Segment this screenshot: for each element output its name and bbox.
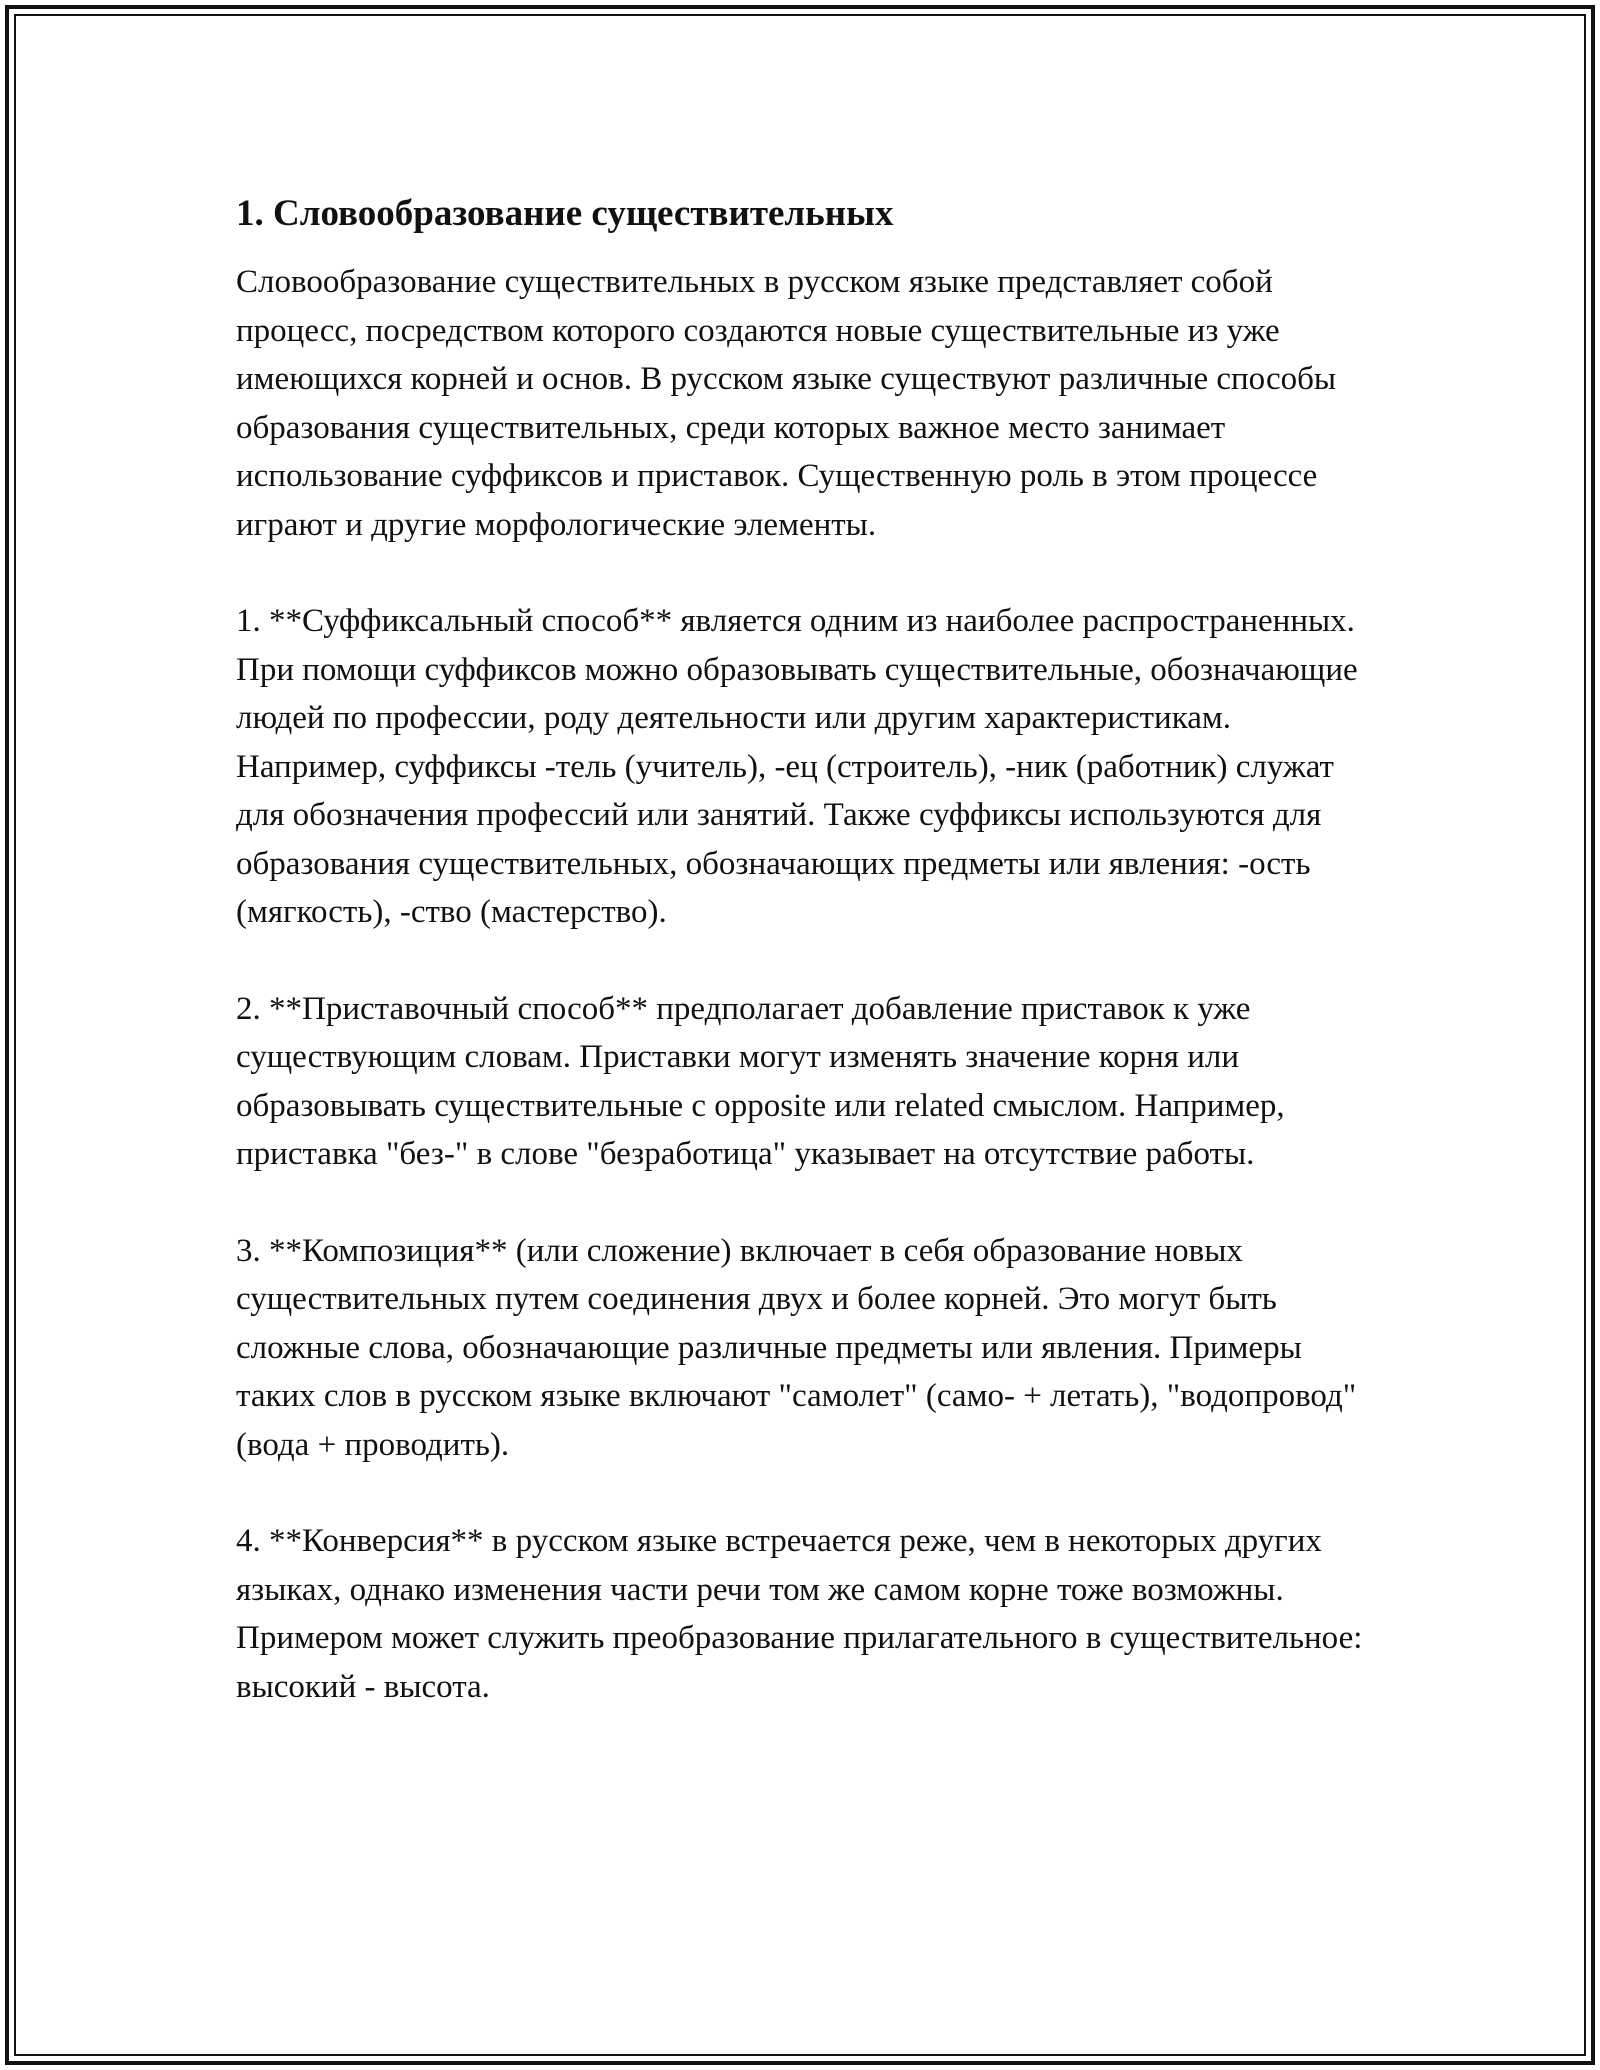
conversion-paragraph: 4. **Конверсия** в русском языке встречается реже, чем в некоторых других языках, однако изменения части речи том же самом корне тоже возможны. Примером может служить преобразование прилагательного в существительное: высокий - высота. [236,1523,1363,1705]
suffix-method-paragraph: 1. **Суффиксальный способ** является одним из наиболее распространенных. При помощи суффиксов можно образовывать существительные, обозначающие людей по профессии, роду деятельности или другим характеристикам. Например, суффиксы -тель (учитель), -ец (строитель), -ник (работник) служат для обозначения профессий или занятий. Также суффиксы используются для образования существительных, обозначающих предметы или явления: -ость (мягкость), -ство (мастерство). [236,603,1358,930]
document-body [236,190,1376,1759]
section-title: 1. Словообразование существительных [236,193,894,234]
prefix-method-paragraph: 2. **Приставочный способ** предполагает добавление приставок к уже существующим словам. Приставки могут изменять значение корня или образовывать существительные с opposite или related смыслом. Например, приставка "без-" в слове "безработица" указывает на отсутствие работы. [236,990,1285,1172]
intro-paragraph: Словообразование существительных в русском языке представляет собой процесс, посредством которого создаются новые существительные из уже имеющихся корней и основ. В русском языке существуют различные способы образования существительных, среди которых важное место занимает использование суффиксов и приставок. Существенную роль в этом процессе играют и другие морфологические элементы. [236,264,1337,543]
composition-paragraph: 3. **Композиция** (или сложение) включает в себя образование новых существительных путем соединения двух и более корней. Это могут быть сложные слова, обозначающие различные предметы или явления. Примеры таких слов в русском языке включают "самолет" (само- + летать), "водопровод" (вода + проводить). [236,1232,1357,1463]
